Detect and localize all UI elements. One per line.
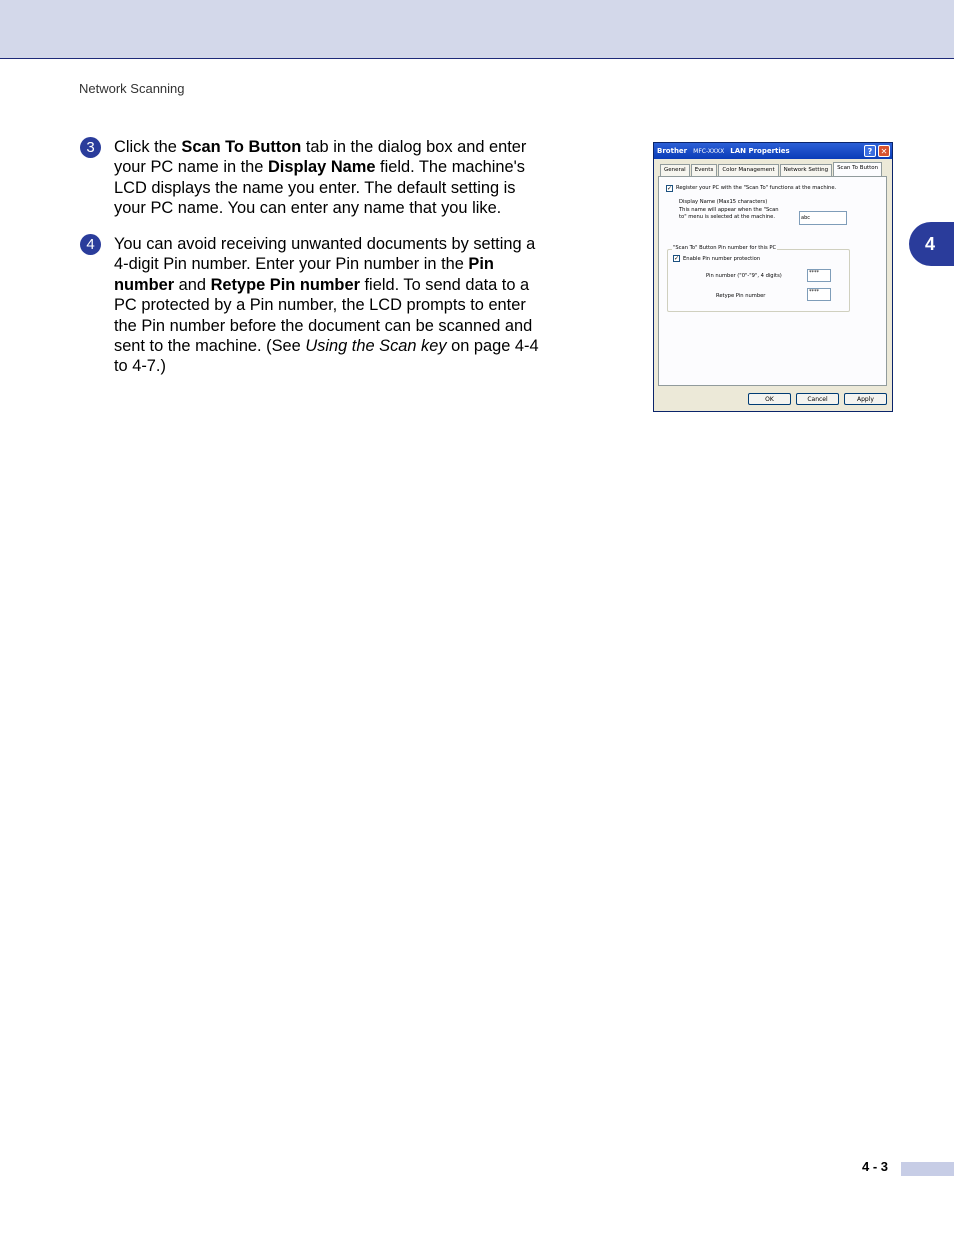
- retype-pin-input[interactable]: ****: [807, 288, 831, 301]
- text-run: tab in the dialog box and enter your PC name in the: [114, 138, 527, 177]
- step-text: [114, 234, 540, 377]
- tab-network-setting[interactable]: Network Setting: [780, 164, 832, 176]
- display-name-input[interactable]: abc: [799, 211, 847, 225]
- tab-events[interactable]: Events: [691, 164, 718, 176]
- chapter-tab: [909, 222, 954, 266]
- text-run: on page 4-4 to 4-7.): [114, 337, 539, 376]
- group-title: "Scan To" Button Pin number for this PC: [673, 245, 777, 251]
- tab-general[interactable]: General: [660, 164, 690, 176]
- bold-run: Scan To Button: [181, 138, 302, 156]
- pin-number-input[interactable]: ****: [807, 269, 831, 282]
- dialog-title-bar: [654, 143, 892, 159]
- text-run: and: [174, 275, 211, 294]
- register-checkbox[interactable]: ✓: [667, 185, 673, 192]
- step-number-badge: 4: [80, 234, 101, 255]
- text-run: You can avoid receiving unwanted documents by setting a 4-digit Pin number. Enter your Pin number in the: [114, 235, 536, 274]
- lan-properties-dialog: [653, 142, 893, 412]
- dialog-title-text: LAN Properties: [730, 147, 790, 155]
- register-label: Register your PC with the "Scan To" functions at the machine.: [676, 185, 837, 191]
- dialog-title-model: MFC-XXXX: [693, 148, 725, 155]
- text-run: Click the: [114, 138, 182, 156]
- text-run: field. The machine's LCD displays the name you enter. The default setting is your PC name. You can enter any name that you like.: [114, 158, 525, 218]
- step-3: [80, 137, 540, 219]
- display-name-label: Display Name (Max15 characters): [679, 199, 768, 205]
- tab-panel: [658, 176, 887, 386]
- display-name-note: This name will appear when the "Scan: [679, 207, 779, 213]
- bold-run: Display Name: [267, 158, 376, 177]
- page-number: 4 - 3: [862, 1159, 889, 1174]
- apply-button[interactable]: Apply: [844, 393, 887, 405]
- step-text: [114, 137, 540, 219]
- tab-scan-to-button[interactable]: Scan To Button: [833, 162, 882, 177]
- help-icon[interactable]: ?: [864, 145, 876, 157]
- bold-run: Retype Pin number: [210, 275, 360, 294]
- enable-pin-checkbox[interactable]: ✓: [674, 255, 680, 262]
- tab-color-management[interactable]: Color Management: [718, 164, 778, 176]
- close-icon[interactable]: ✕: [878, 145, 890, 157]
- footer-bar: [901, 1162, 954, 1176]
- enable-pin-label: Enable Pin number protection: [683, 256, 761, 262]
- cancel-button[interactable]: Cancel: [796, 393, 839, 405]
- running-title: Network Scanning: [79, 81, 185, 96]
- header-band: [0, 0, 954, 59]
- text-run: field. To send data to a PC protected by a Pin number, the LCD prompts to enter the Pin number before the document can be scanned and sent to the machine. (See: [114, 275, 533, 356]
- pin-number-label: Pin number ("0"-"9", 4 digits): [706, 273, 782, 279]
- bold-run: Pin number: [114, 255, 494, 294]
- dialog-title-brand: Brother: [657, 147, 688, 155]
- ok-button[interactable]: OK: [748, 393, 791, 405]
- step-number-badge: 3: [80, 137, 101, 158]
- step-4: [80, 234, 540, 377]
- retype-pin-label: Retype Pin number: [716, 293, 766, 299]
- cross-reference-link[interactable]: Using the Scan key: [305, 337, 447, 356]
- chapter-number: 4: [925, 233, 936, 254]
- display-name-note: to" menu is selected at the machine.: [679, 214, 776, 220]
